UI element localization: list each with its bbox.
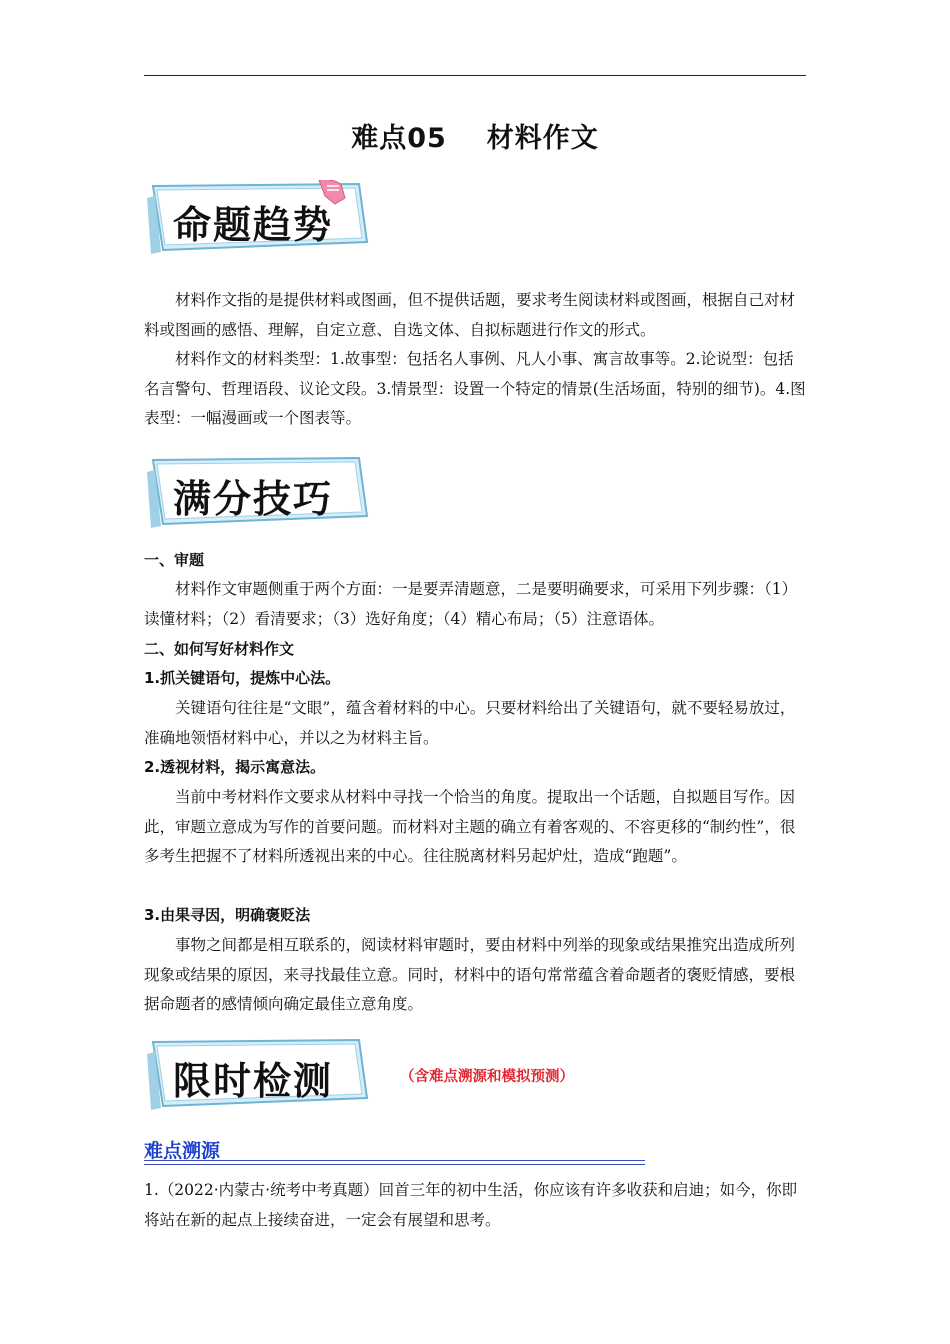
section-rule: [144, 1164, 645, 1165]
banner-test: [145, 1036, 371, 1112]
banner-skills: [145, 454, 371, 530]
skills-heading-1: 一、审题: [144, 551, 205, 569]
test-note: （含难点溯源和模拟预测）: [400, 1069, 574, 1085]
skills-paragraph-5: 事物之间都是相互联系的，阅读材料审题时，要由材料中列举的现象或结果推究出造成所列现象或结果的原因，来寻找最佳立意。同时，材料中的语句常常蕴含着命题者的褒贬情感，要根据命题者的感情倾向确定最佳立意角度。: [144, 936, 796, 1013]
skills-heading-2: 二、如何写好材料作文: [144, 640, 295, 658]
skills-heading-4: 2.透视材料，揭示寓意法。: [144, 758, 326, 776]
skills-paragraph-1: 材料作文审题侧重于两个方面：一是要弄清题意，二是要明确要求，可采用下列步骤：（1）读懂材料；（2）看清要求；（3）选好角度；（4）精心布局；（5）注意语体。: [144, 580, 798, 628]
title-topic: 材料作文: [486, 123, 599, 154]
question-1: 1.（2022·内蒙古·统考中考真题）回首三年的初中生活，你应该有许多收获和启迪；如今，你即将站在新的起点上接续奋进，一定会有展望和思考。: [144, 1181, 798, 1229]
skills-paragraph-3: 关键语句往往是“文眼”，蕴含着材料的中心。只要材料给出了关键语句，就不要轻易放过，准确地领悟材料中心，并以之为材料主旨。: [144, 699, 796, 747]
skills-heading-3: 1.抓关键语句，提炼中心法。: [144, 669, 341, 687]
banner-label: 限时检测: [173, 1058, 334, 1103]
title-number: 难点05: [351, 123, 447, 154]
trend-paragraph-2: 材料作文的材料类型：1.故事型：包括名人事例、凡人小事、寓言故事等。2.论说型：包括名言警句、哲理语段、议论文段。3.情景型：设置一个特定的情景(生活场面，特别的细节)。4.图表型：一幅漫画或一个图表等。: [144, 350, 806, 427]
banner-trend: [145, 180, 371, 256]
trend-paragraph-1: 材料作文指的是提供材料或图画，但不提供话题，要求考生阅读材料或图画，根据自己对材料或图画的感悟、理解，自定立意、自选文体、自拟标题进行作文的形式。: [144, 291, 796, 339]
skills-heading-5: 3.由果寻因，明确褒贬法: [144, 906, 311, 924]
banner-label: 命题趋势: [173, 202, 334, 247]
page-title: [0, 116, 950, 155]
skills-paragraph-4: 当前中考材料作文要求从材料中寻找一个恰当的角度。提取出一个话题，自拟题目写作。因此，审题立意成为写作的首要问题。而材料对主题的确立有着客观的、不容更移的“制约性”，很多考生把握不了材料所透视出来的中心。往往脱离材料另起炉灶，造成“跑题”。: [144, 788, 796, 865]
banner-label: 满分技巧: [173, 476, 334, 521]
header-rule: [144, 75, 806, 76]
section-rule: [144, 1160, 645, 1161]
section-title-link[interactable]: 难点溯源: [144, 1140, 221, 1162]
